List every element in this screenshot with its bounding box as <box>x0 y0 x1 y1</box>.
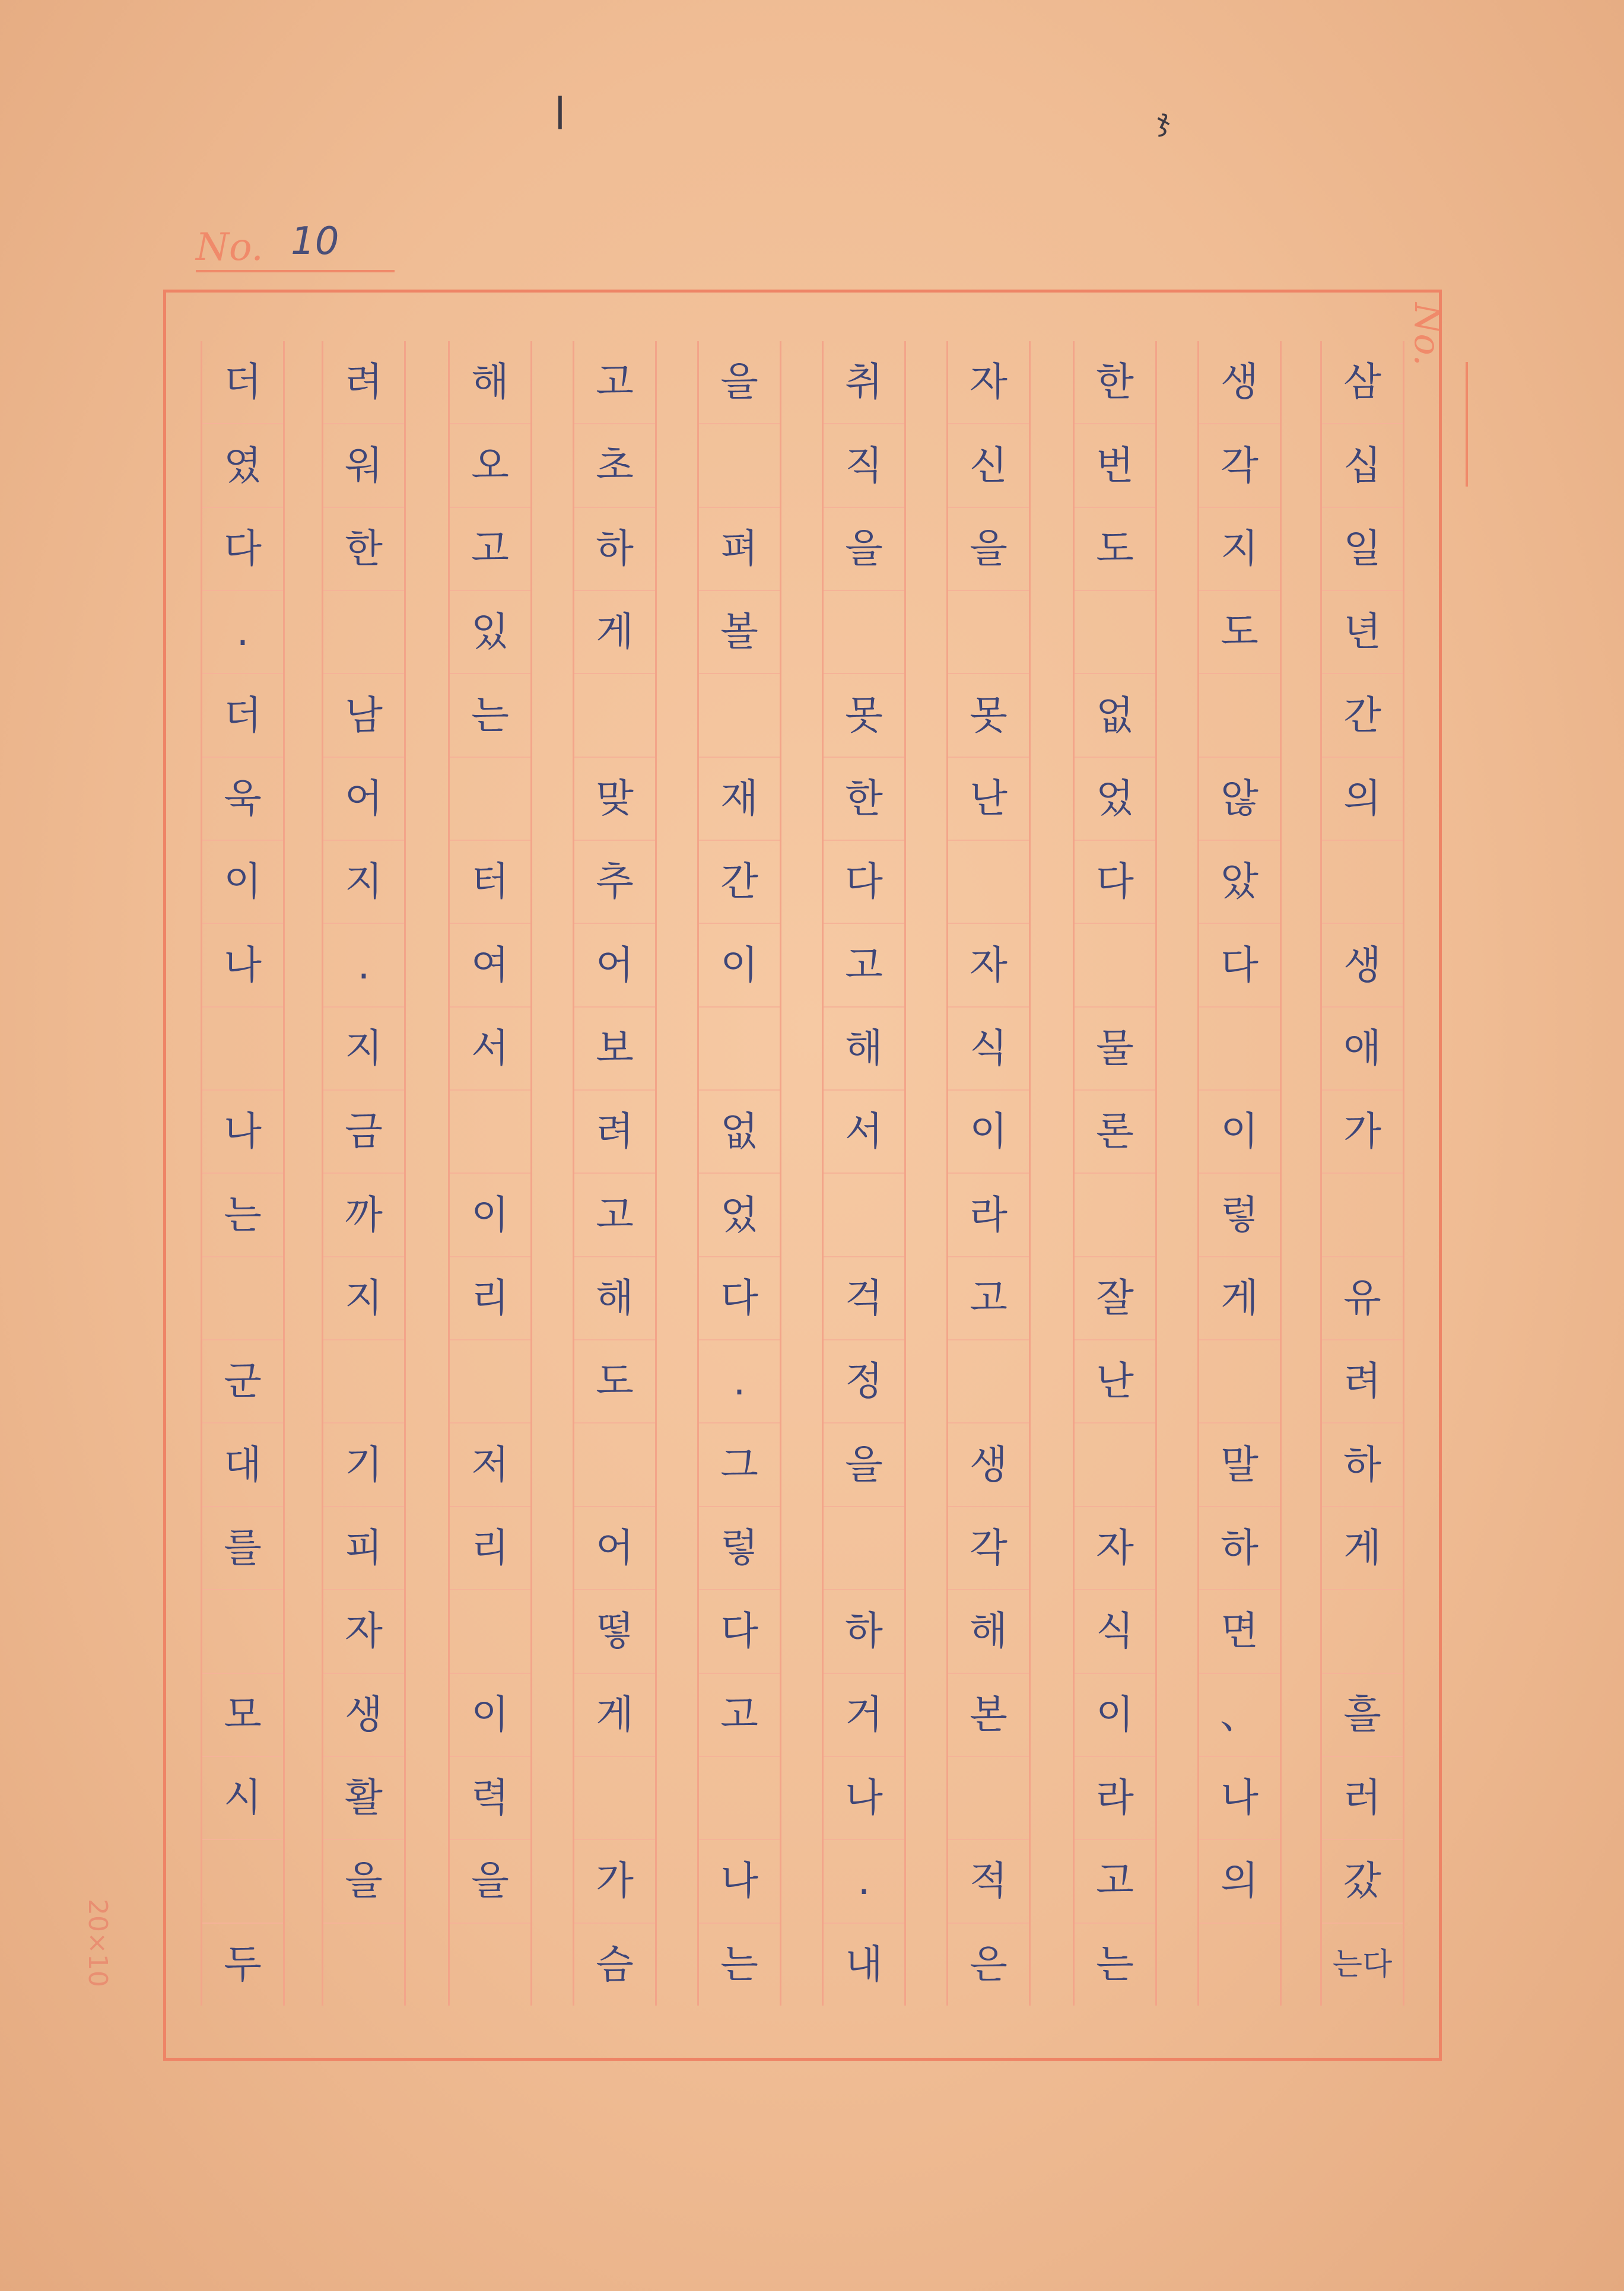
grid-cell: 생 <box>948 1423 1029 1507</box>
grid-cell: 이 <box>699 924 780 1007</box>
grid-cell: 고 <box>1075 1840 1155 1923</box>
grid-cell: 게 <box>574 1674 655 1757</box>
grid-cell: 여 <box>450 924 530 1007</box>
grid-cell: 한 <box>323 508 404 591</box>
grid-cell: 하 <box>824 1590 904 1673</box>
grid-cell: 내 <box>845 1941 883 1987</box>
grid-cell: 어 <box>574 924 655 1007</box>
grid-cell: 을 <box>948 508 1029 591</box>
grid-cell: 물 <box>1075 1008 1155 1091</box>
grid-cell: 리 <box>450 1257 530 1340</box>
grid-column <box>946 341 1031 2006</box>
grid-column <box>697 341 781 2006</box>
grid-cell: 걱 <box>824 1257 904 1340</box>
grid-cell: 하 <box>1322 1423 1403 1507</box>
grid-cell: 각 <box>948 1507 1029 1590</box>
grid-cell: 게 <box>574 591 655 674</box>
grid-cell <box>323 591 404 674</box>
grid-cell: 렇 <box>699 1507 780 1590</box>
grid-cell: 하 <box>1199 1507 1280 1590</box>
grid-cell: 론 <box>1075 1091 1155 1174</box>
grid-cell: 지 <box>323 1008 404 1091</box>
grid-cell: 서 <box>824 1091 904 1174</box>
grid-cell: . <box>824 1840 904 1923</box>
grid-cell <box>948 1340 1029 1423</box>
grid-cell: 을 <box>323 1840 404 1923</box>
grid-cell: 거 <box>824 1674 904 1757</box>
grid-cell: . <box>202 591 283 674</box>
grid-cell: 모 <box>202 1674 283 1757</box>
grid-cell <box>948 841 1029 924</box>
grid-cell: 이 <box>1199 1091 1280 1174</box>
grid-cell: 있 <box>450 591 530 674</box>
grid-cell <box>699 1757 780 1840</box>
grid-cell: 도 <box>1199 591 1280 674</box>
grid-cell: 욱 <box>202 758 283 841</box>
grid-cell: 다 <box>1199 924 1280 1007</box>
grid-cell <box>574 1757 655 1840</box>
grid-cell: 생 <box>1322 924 1403 1007</box>
grid-cell: 활 <box>323 1757 404 1840</box>
grid-cell: 슴 <box>596 1941 634 1987</box>
grid-cell: 기 <box>323 1423 404 1507</box>
grid-cell: 말 <box>1199 1423 1280 1507</box>
grid-cell <box>699 674 780 757</box>
grid-cell <box>1322 1590 1403 1673</box>
grid-cell: 고 <box>948 1257 1029 1340</box>
grid-cell: 가 <box>574 1840 655 1923</box>
grid-cell: 초 <box>574 424 655 507</box>
grid-cell <box>323 1340 404 1423</box>
grid-cell: 다 <box>824 841 904 924</box>
grid-cell: 워 <box>323 424 404 507</box>
grid-cell <box>450 1590 530 1673</box>
grid-cell: 나 <box>824 1757 904 1840</box>
grid-cell: 흘 <box>1322 1674 1403 1757</box>
grid-cell: 고 <box>574 1174 655 1257</box>
grid-cell: 는 <box>202 1174 283 1257</box>
grid-cell: 은 <box>970 1941 1008 1987</box>
grid-cell <box>824 1174 904 1257</box>
grid-cell: 지 <box>323 841 404 924</box>
grid-cell: 지 <box>323 1257 404 1340</box>
grid-cell: 려 <box>1322 1340 1403 1423</box>
page-number-underline <box>196 270 395 272</box>
grid-cell: 어 <box>323 758 404 841</box>
grid-cell <box>202 1590 283 1673</box>
grid-cell: 나 <box>1199 1757 1280 1840</box>
grid-cell: 두 <box>224 1941 262 1987</box>
grid-cell <box>948 591 1029 674</box>
grid-cell: 하 <box>574 508 655 591</box>
grid-cell: 、 <box>1199 1674 1280 1757</box>
grid-cell: 을 <box>824 508 904 591</box>
ink-mark: ǀ <box>555 89 565 131</box>
sheet-format-stamp: 20×10 <box>82 1899 113 1987</box>
grid-column <box>1320 341 1404 2006</box>
grid-cell <box>1075 924 1155 1007</box>
grid-cell: 난 <box>1075 1340 1155 1423</box>
grid-cell: 이 <box>948 1091 1029 1174</box>
grid-cell: 못 <box>948 674 1029 757</box>
grid-column <box>573 341 657 2006</box>
grid-cell: 못 <box>824 674 904 757</box>
grid-cell: 라 <box>1075 1757 1155 1840</box>
grid-cell: 다 <box>202 508 283 591</box>
grid-cell: 군 <box>202 1340 283 1423</box>
grid-cell: 의 <box>1322 758 1403 841</box>
grid-cell: 지 <box>1199 508 1280 591</box>
grid-cell: 해 <box>824 1008 904 1091</box>
grid-cell: 도 <box>574 1340 655 1423</box>
grid-cell: 볼 <box>699 591 780 674</box>
grid-cell <box>202 1257 283 1340</box>
grid-cell: 도 <box>1075 508 1155 591</box>
grid-cell: 피 <box>323 1507 404 1590</box>
grid-cell: 가 <box>1322 1091 1403 1174</box>
grid-cell: 간 <box>1322 674 1403 757</box>
grid-cell: 을 <box>824 1423 904 1507</box>
grid-cell <box>1322 1174 1403 1257</box>
grid-cell <box>574 1423 655 1507</box>
page-number: 10 <box>291 220 339 263</box>
grid-cell <box>1199 674 1280 757</box>
grid-cell: 취 <box>824 341 904 424</box>
grid-cell: 나 <box>202 924 283 1007</box>
grid-cell: 자 <box>948 341 1029 424</box>
grid-cell: 를 <box>202 1507 283 1590</box>
grid-cell: 게 <box>1199 1257 1280 1340</box>
grid-cell: 고 <box>450 508 530 591</box>
grid-cell: 추 <box>574 841 655 924</box>
grid-cell: 려 <box>323 341 404 424</box>
grid-cell: 고 <box>699 1674 780 1757</box>
grid-cell: 일 <box>1322 508 1403 591</box>
grid-column <box>1073 341 1157 2006</box>
grid-cell: 더 <box>202 674 283 757</box>
grid-cell: 다 <box>699 1590 780 1673</box>
grid-cell: 는 <box>450 674 530 757</box>
grid-cell <box>1075 591 1155 674</box>
grid-cell: 적 <box>948 1840 1029 1923</box>
grid-cell: 없 <box>1075 674 1155 757</box>
grid-cell <box>948 1757 1029 1840</box>
grid-cell: 대 <box>202 1423 283 1507</box>
grid-cell: 력 <box>450 1757 530 1840</box>
grid-cell: . <box>323 924 404 1007</box>
grid-cell: 해 <box>574 1257 655 1340</box>
grid-cell: 였 <box>202 424 283 507</box>
grid-cell: 까 <box>323 1174 404 1257</box>
grid-cell: 간 <box>699 841 780 924</box>
grid-cell: 는 <box>720 1941 758 1987</box>
grid-cell: 는다 <box>1332 1946 1393 1982</box>
grid-column <box>201 341 285 2006</box>
grid-cell: 어 <box>574 1507 655 1590</box>
grid-cell: 리 <box>450 1507 530 1590</box>
grid-cell: 고 <box>824 924 904 1007</box>
grid-cell: 해 <box>948 1590 1029 1673</box>
grid-cell: 떻 <box>574 1590 655 1673</box>
grid-cell: 이 <box>450 1174 530 1257</box>
grid-cell <box>1199 1924 1280 2006</box>
grid-cell <box>1199 1008 1280 1091</box>
grid-cell: 저 <box>450 1423 530 1507</box>
grid-cell: 해 <box>450 341 530 424</box>
grid-cell: 갔 <box>1322 1840 1403 1923</box>
grid-cell: 식 <box>948 1008 1029 1091</box>
grid-cell: 애 <box>1322 1008 1403 1091</box>
grid-cell: 재 <box>699 758 780 841</box>
ink-mark: ჯ <box>1157 104 1170 137</box>
grid-cell: 보 <box>574 1008 655 1091</box>
grid-cell: 자 <box>323 1590 404 1673</box>
grid-cell: 번 <box>1075 424 1155 507</box>
grid-cell: 이 <box>450 1674 530 1757</box>
grid-cell: 나 <box>202 1091 283 1174</box>
grid-cell: 잘 <box>1075 1257 1155 1340</box>
grid-cell: 았 <box>1199 841 1280 924</box>
grid-cell: 다 <box>699 1257 780 1340</box>
grid-cell: 라 <box>948 1174 1029 1257</box>
grid-column <box>448 341 532 2006</box>
grid-cell: 남 <box>323 674 404 757</box>
grid-cell <box>202 1840 283 1923</box>
grid-cell: 펴 <box>699 508 780 591</box>
grid-cell: 난 <box>948 758 1029 841</box>
grid-cell <box>450 1091 530 1174</box>
grid-cell: 이 <box>1075 1674 1155 1757</box>
grid-cell <box>323 1924 404 2006</box>
grid-cell: 정 <box>824 1340 904 1423</box>
grid-cell: 더 <box>202 341 283 424</box>
grid-cell <box>1075 1423 1155 1507</box>
grid-cell: 않 <box>1199 758 1280 841</box>
grid-cell: 생 <box>1199 341 1280 424</box>
grid-cell <box>824 1507 904 1590</box>
grid-cell: 이 <box>202 841 283 924</box>
grid-cell: 고 <box>574 341 655 424</box>
grid-cell: 금 <box>323 1091 404 1174</box>
grid-cell: 유 <box>1322 1257 1403 1340</box>
grid-cell: 렇 <box>1199 1174 1280 1257</box>
grid-cell: 오 <box>450 424 530 507</box>
grid-cell <box>574 674 655 757</box>
grid-cell: 자 <box>1075 1507 1155 1590</box>
grid-cell: 러 <box>1322 1757 1403 1840</box>
grid-cell: 의 <box>1199 1840 1280 1923</box>
grid-cell: 다 <box>1075 841 1155 924</box>
grid-column <box>322 341 406 2006</box>
right-margin-line <box>1466 362 1468 487</box>
grid-cell: 식 <box>1075 1590 1155 1673</box>
grid-cell <box>202 1008 283 1091</box>
grid-cell: 자 <box>948 924 1029 1007</box>
grid-cell <box>450 1924 530 2006</box>
grid-cell: 한 <box>824 758 904 841</box>
grid-cell: 는 <box>1096 1941 1134 1987</box>
grid-cell: 그 <box>699 1423 780 1507</box>
grid-cell: 서 <box>450 1008 530 1091</box>
grid-cell <box>1075 1174 1155 1257</box>
grid-column <box>822 341 906 2006</box>
grid-cell: 각 <box>1199 424 1280 507</box>
grid-cell: 없 <box>699 1091 780 1174</box>
grid-cell: 을 <box>450 1840 530 1923</box>
grid-cell: 면 <box>1199 1590 1280 1673</box>
grid-cell: 년 <box>1322 591 1403 674</box>
grid-cell: 맞 <box>574 758 655 841</box>
grid-cell: . <box>699 1340 780 1423</box>
grid-cell: 생 <box>323 1674 404 1757</box>
grid-cell <box>699 1008 780 1091</box>
grid-column <box>1197 341 1282 2006</box>
grid-cell: 터 <box>450 841 530 924</box>
grid-cell: 려 <box>574 1091 655 1174</box>
grid-cell: 게 <box>1322 1507 1403 1590</box>
grid-cell: 었 <box>1075 758 1155 841</box>
grid-cell: 나 <box>699 1840 780 1923</box>
grid-cell <box>450 1340 530 1423</box>
grid-cell: 었 <box>699 1174 780 1257</box>
grid-cell: 을 <box>699 341 780 424</box>
right-margin-label: No. <box>1406 303 1448 366</box>
grid-cell <box>1322 841 1403 924</box>
grid-cell <box>1199 1340 1280 1423</box>
grid-cell: 한 <box>1075 341 1155 424</box>
grid-cell: 본 <box>948 1674 1029 1757</box>
grid-cell <box>824 591 904 674</box>
grid-cell <box>450 758 530 841</box>
grid-cell: 직 <box>824 424 904 507</box>
grid-cell: 십 <box>1322 424 1403 507</box>
page-number-label: No. <box>196 225 263 269</box>
grid-cell: 시 <box>202 1757 283 1840</box>
grid-cell <box>699 424 780 507</box>
grid-cell: 신 <box>948 424 1029 507</box>
grid-cell: 삼 <box>1322 341 1403 424</box>
